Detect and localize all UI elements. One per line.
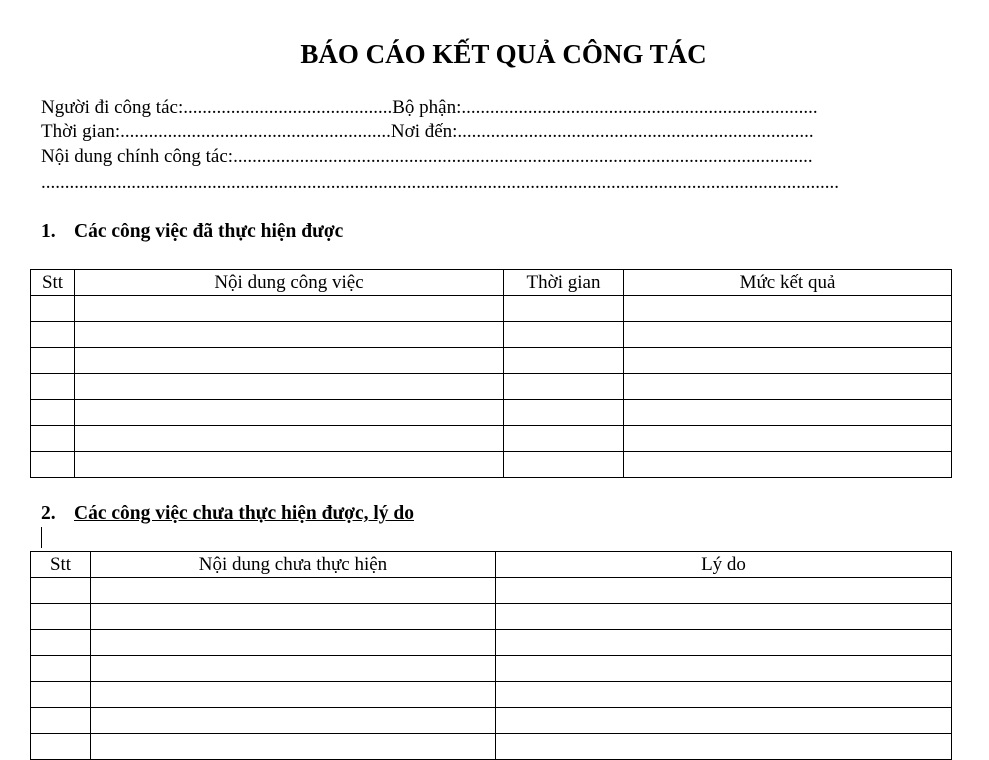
table-row xyxy=(31,374,952,400)
field-time-destination: Thời gian:.........................................................Nơi đến:........................................................................... xyxy=(41,121,814,142)
column-header-task-content: Nội dung công việc xyxy=(75,270,504,296)
column-header-result-level: Mức kết quả xyxy=(624,270,952,296)
table-cell[interactable] xyxy=(504,452,624,478)
table-cell[interactable] xyxy=(91,734,496,760)
table-cell[interactable] xyxy=(91,656,496,682)
column-header-stt: Stt xyxy=(31,552,91,578)
field-traveler-department: Người đi công tác:............................................Bộ phận:........................................................................... xyxy=(41,97,818,118)
table-header-row xyxy=(31,270,952,296)
table-cell[interactable] xyxy=(496,578,952,604)
table-cell[interactable] xyxy=(504,374,624,400)
table-cell[interactable] xyxy=(31,682,91,708)
completed-tasks-table xyxy=(30,269,952,478)
report-title: BÁO CÁO KẾT QUẢ CÔNG TÁC xyxy=(300,39,707,69)
table-cell[interactable] xyxy=(496,734,952,760)
uncompleted-tasks-table xyxy=(30,551,952,760)
table-cell[interactable] xyxy=(75,296,504,322)
column-header-time: Thời gian xyxy=(504,270,624,296)
table-cell[interactable] xyxy=(31,322,75,348)
table-cell[interactable] xyxy=(75,322,504,348)
table-row xyxy=(31,400,952,426)
table-row xyxy=(31,578,952,604)
table-cell[interactable] xyxy=(75,452,504,478)
table-cell[interactable] xyxy=(91,578,496,604)
table-cell[interactable] xyxy=(31,604,91,630)
column-header-uncompleted-content: Nội dung chưa thực hiện xyxy=(91,552,496,578)
table-row xyxy=(31,734,952,760)
table-cell[interactable] xyxy=(75,348,504,374)
table-cell[interactable] xyxy=(496,630,952,656)
table-cell[interactable] xyxy=(31,452,75,478)
table-cell[interactable] xyxy=(504,322,624,348)
field-main-content-continued: ........................................................................................................................................................................ xyxy=(41,172,839,193)
table-cell[interactable] xyxy=(504,426,624,452)
table-cell[interactable] xyxy=(496,708,952,734)
table-cell[interactable] xyxy=(624,452,952,478)
table-row xyxy=(31,682,952,708)
table-row xyxy=(31,656,952,682)
table-cell[interactable] xyxy=(624,400,952,426)
table-cell[interactable] xyxy=(624,348,952,374)
table-cell[interactable] xyxy=(31,348,75,374)
table-cell[interactable] xyxy=(504,400,624,426)
table-cell[interactable] xyxy=(31,296,75,322)
table-row xyxy=(31,426,952,452)
column-header-reason: Lý do xyxy=(496,552,952,578)
table-cell[interactable] xyxy=(624,374,952,400)
table-cell[interactable] xyxy=(496,682,952,708)
section2-title: Các công việc chưa thực hiện được, lý do xyxy=(74,503,415,524)
table-cell[interactable] xyxy=(624,296,952,322)
table-cell[interactable] xyxy=(624,426,952,452)
table-cell[interactable] xyxy=(75,374,504,400)
table-cell[interactable] xyxy=(91,708,496,734)
table-row xyxy=(31,348,952,374)
text-cursor xyxy=(41,527,42,548)
field-main-content: Nội dung chính công tác:.......................................................................................................................... xyxy=(41,146,813,167)
table-cell[interactable] xyxy=(504,348,624,374)
table-cell[interactable] xyxy=(504,296,624,322)
table-header-row xyxy=(31,552,952,578)
section1-heading xyxy=(41,219,343,245)
table-cell[interactable] xyxy=(91,630,496,656)
table-cell[interactable] xyxy=(624,322,952,348)
table-cell[interactable] xyxy=(496,656,952,682)
table-cell[interactable] xyxy=(496,604,952,630)
table-cell[interactable] xyxy=(75,400,504,426)
table-cell[interactable] xyxy=(31,734,91,760)
table-row xyxy=(31,322,952,348)
section2-number: 2. xyxy=(41,503,56,524)
table-row xyxy=(31,452,952,478)
table-cell[interactable] xyxy=(91,604,496,630)
table-cell[interactable] xyxy=(31,708,91,734)
table-row xyxy=(31,708,952,734)
section1-number: 1. xyxy=(41,221,56,242)
table-cell[interactable] xyxy=(75,426,504,452)
section2-heading xyxy=(41,501,414,527)
column-header-stt: Stt xyxy=(31,270,75,296)
table-row xyxy=(31,630,952,656)
table-row xyxy=(31,296,952,322)
table-cell[interactable] xyxy=(31,374,75,400)
table-cell[interactable] xyxy=(31,400,75,426)
table-cell[interactable] xyxy=(31,656,91,682)
table-cell[interactable] xyxy=(31,426,75,452)
table-cell[interactable] xyxy=(91,682,496,708)
table-cell[interactable] xyxy=(31,630,91,656)
table-row xyxy=(31,604,952,630)
section1-title: Các công việc đã thực hiện được xyxy=(74,221,344,242)
table-cell[interactable] xyxy=(31,578,91,604)
